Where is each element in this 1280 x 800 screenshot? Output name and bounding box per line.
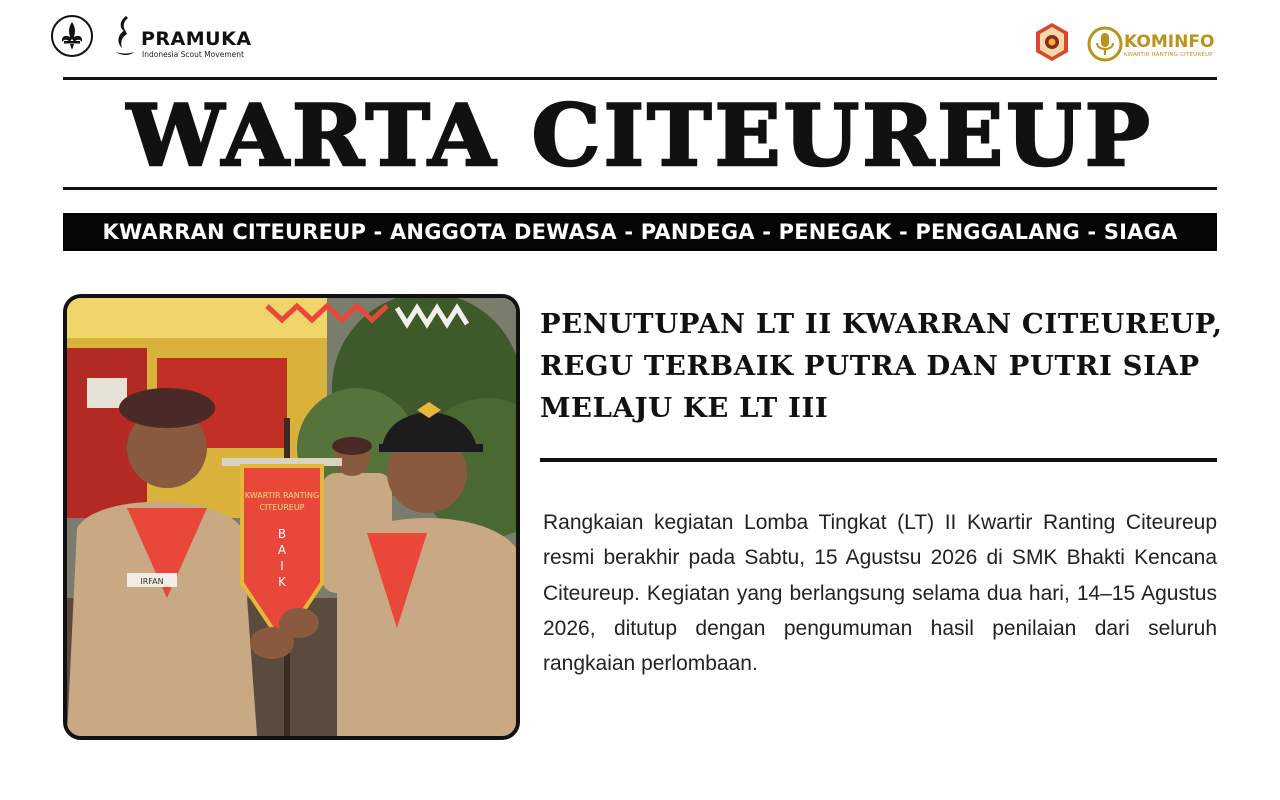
headline-line-1: PENUTUPAN LT II KWARRAN CITEUREUP, xyxy=(540,308,1223,340)
headline-line-3: MELAJU KE LT III xyxy=(540,392,829,424)
pramuka-tunas-icon xyxy=(112,12,142,60)
article-headline xyxy=(540,303,1230,429)
masthead-title: WARTA CITEUREUP xyxy=(127,86,1153,185)
pennant-letter-i: I xyxy=(280,559,284,573)
pramuka-wordmark: PRAMUKA xyxy=(141,28,252,50)
headline-line-2: REGU TERBAIK PUTRA DAN PUTRI SIAP xyxy=(540,350,1200,382)
scout-fleur-de-lis-icon xyxy=(50,14,94,58)
kwarran-citeureup-emblem-icon xyxy=(1033,22,1071,62)
kwarran-citeureup-emblem xyxy=(1033,22,1071,62)
scout-fleur-de-lis-logo xyxy=(50,14,94,58)
photo-name-tag: IRFAN xyxy=(140,577,164,586)
kominfo-emblem xyxy=(1087,26,1123,62)
masthead-bottom-rule xyxy=(63,187,1217,190)
kominfo-tagline: KWARTIR RANTING CITEUREUP xyxy=(1124,52,1213,58)
pennant-line-1: KWARTIR RANTING xyxy=(244,491,320,500)
headline-divider xyxy=(540,458,1217,462)
pennant-line-2: CITEUREUP xyxy=(259,503,305,512)
kominfo-wordmark: KOMINFO xyxy=(1124,32,1215,52)
masthead-top-rule xyxy=(63,77,1217,80)
pennant-letter-b: B xyxy=(277,527,287,541)
news-photo xyxy=(63,294,520,740)
article-body: Rangkaian kegiatan Lomba Tingkat (LT) II Kwartir Ranting Citeureup resmi berakhir pada Sabtu, 15 Agustsu 2026 di SMK Bhakti Kencana Citeureup. Kegiatan yang berlangsung selama dua hari, 14–15 Agustus 2026, ditutup dengan pengumuman hasil penilaian dari seluruh rangkaian perlombaan. xyxy=(543,511,1217,676)
section-bar: KWARRAN CITEUREUP - ANGGOTA DEWASA - PANDEGA - PENEGAK - PENGGALANG - SIAGA xyxy=(63,213,1217,251)
kominfo-microphone-icon xyxy=(1087,26,1123,62)
pennant-letter-a: A xyxy=(277,543,287,557)
pennant-letter-k: K xyxy=(278,575,286,589)
pramuka-tagline: Indonesia Scout Movement xyxy=(142,50,244,59)
photo-illustration xyxy=(67,298,516,736)
